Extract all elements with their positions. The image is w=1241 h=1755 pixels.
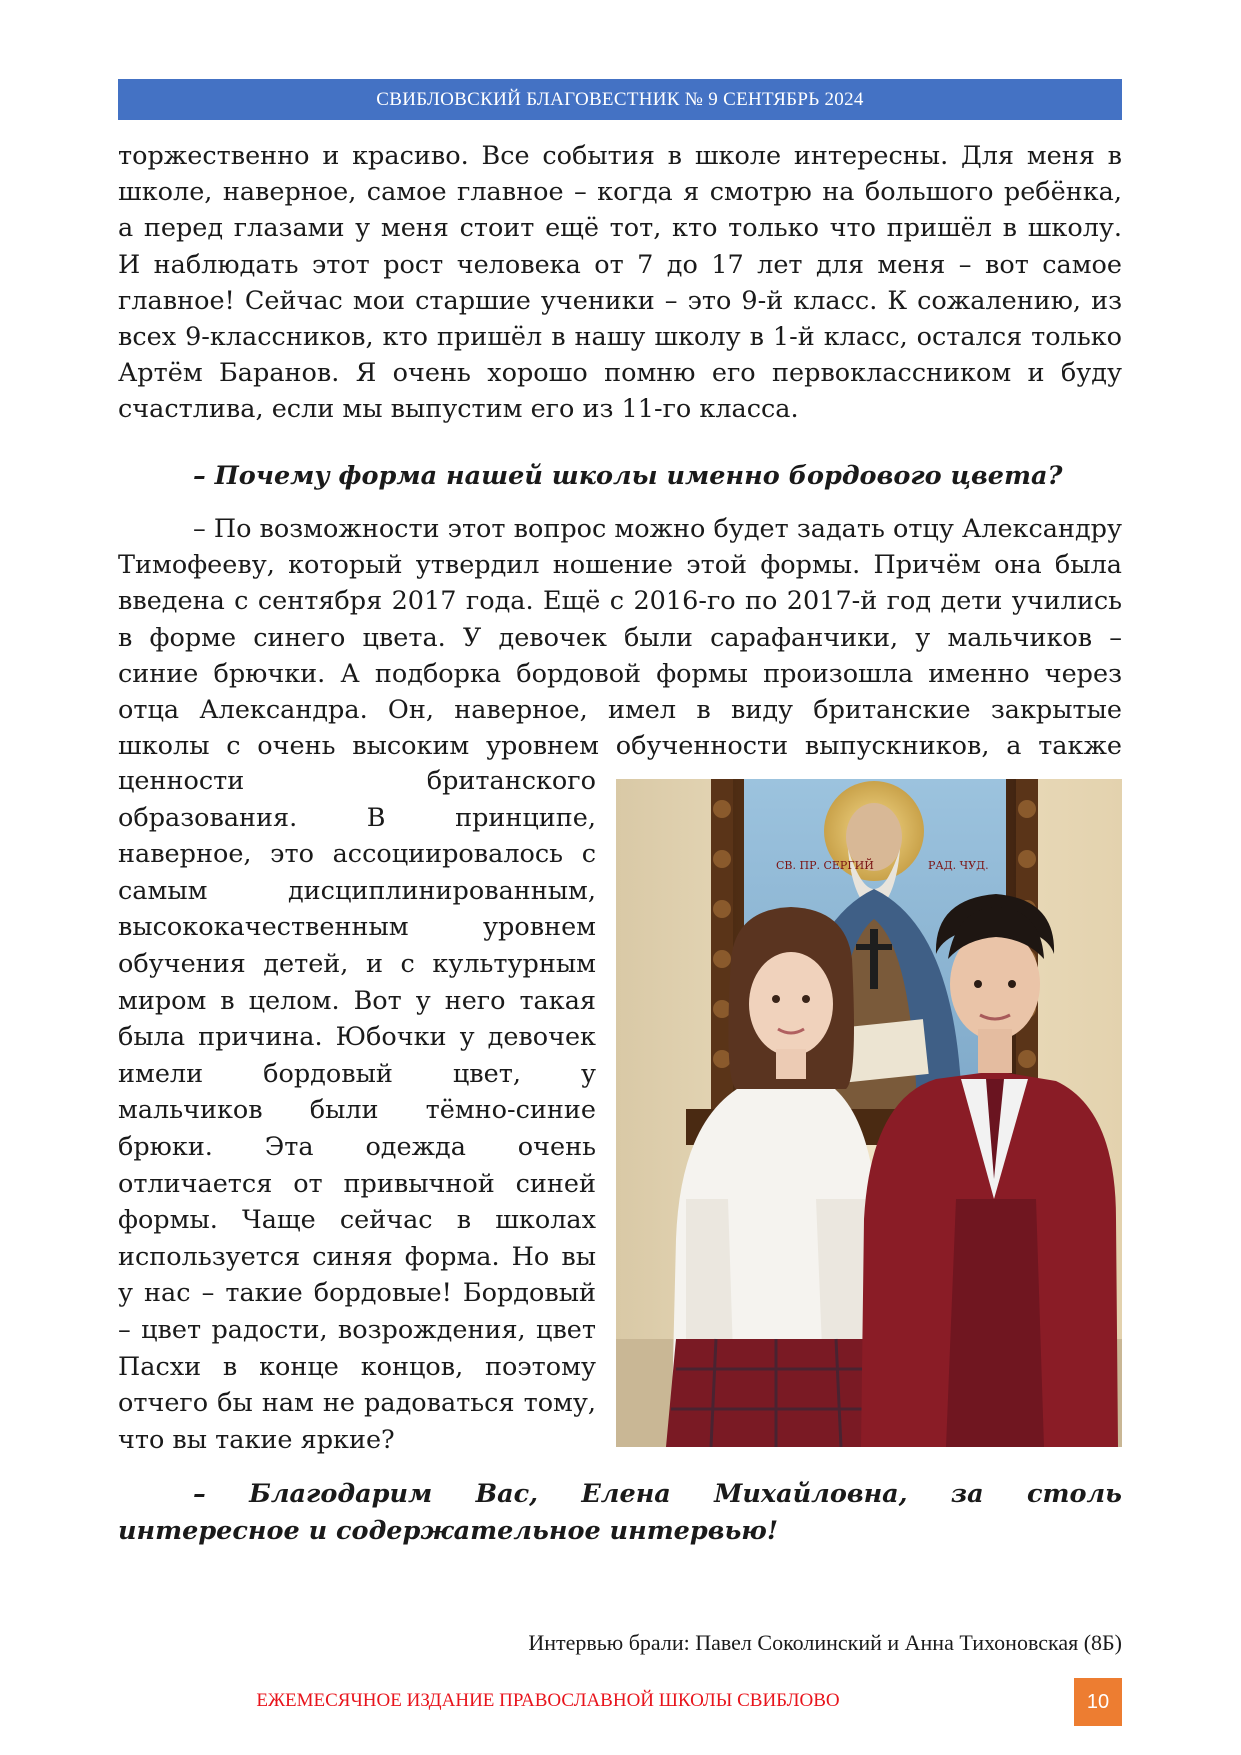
thanks-line: – Благодарим Вас, Елена Михайловна, за столь: [193, 1479, 1122, 1509]
text-line: ценности британского: [118, 766, 596, 796]
text-line: школы с очень высоким уровнем обученности выпускников, а также: [118, 731, 1122, 762]
text-line: отличается от привычной синей: [118, 1168, 596, 1199]
text-line: миром в целом. Вот у него такая: [118, 985, 596, 1016]
text-line: а перед глазами у меня стоит ещё тот, кто только что пришёл в школу.: [118, 213, 1122, 244]
text-line: что вы такие яркие?: [118, 1424, 395, 1455]
text-line: всех 9-классников, кто пришёл в нашу школу в 1-й класс, остался только: [118, 322, 1122, 353]
text-line: используется синяя форма. Но вы: [118, 1241, 596, 1272]
header-title: СВИБЛОВСКИЙ БЛАГОВЕСТНИК № 9 СЕНТЯБРЬ 2024: [376, 88, 864, 110]
text-line: Артём Баранов. Я очень хорошо помню его первоклассником и буду: [118, 358, 1122, 389]
text-line: введена с сентября 2017 года. Ещё с 2016-го по 2017-й год дети учились: [118, 586, 1122, 617]
text-line: – По возможности этот вопрос можно будет задать отцу Александру: [193, 514, 1122, 544]
text-line: мальчиков были тёмно-синие: [118, 1095, 596, 1126]
text-line: обучения детей, и с культурным: [118, 948, 596, 979]
text-line: имели бордовый цвет, у: [118, 1058, 596, 1089]
students-photo-illustration: [616, 779, 1122, 1447]
page-number-badge: [1074, 1678, 1122, 1726]
text-line: – цвет радости, возрождения, цвет: [118, 1314, 596, 1345]
header-bar: [118, 79, 1122, 120]
closing-thanks: [118, 1476, 1122, 1550]
text-line: Тимофееву, который утвердил ношение этой формы. Причём она была: [118, 550, 1122, 581]
text-line: образования. В принципе,: [118, 802, 596, 833]
interview-credit: Интервью брали: Павел Соколинский и Анна Тихоновская (8Б): [528, 1630, 1122, 1655]
text-line: синие брючки. А подборка бордовой формы произошла именно через: [118, 658, 1122, 689]
text-line: была причина. Юбочки у девочек: [118, 1022, 596, 1053]
icon-caption-right: РАД. ЧУД.: [928, 859, 989, 872]
page-number: 10: [1086, 1690, 1110, 1713]
text-line: счастлива, если мы выпустим его из 11-го класса.: [118, 394, 799, 425]
text-line: формы. Чаще сейчас в школах: [118, 1205, 596, 1236]
text-line: отца Александра. Он, наверное, имел в виду британские закрытые: [118, 695, 1122, 726]
text-line: И наблюдать этот рост человека от 7 до 17 лет для меня – вот самое: [118, 249, 1122, 280]
text-line: торжественно и красиво. Все события в школе интересны. Для меня в: [118, 141, 1122, 171]
text-line: Пасхи в конце концов, поэтому: [118, 1351, 596, 1382]
text-line: у нас – такие бордовые! Бордовый: [118, 1278, 596, 1309]
interview-question: – Почему форма нашей школы именно бордового цвета?: [193, 461, 1063, 491]
paragraph-2: [118, 511, 1122, 764]
text-line: самым дисциплинированным,: [118, 875, 596, 906]
text-line: отчего бы нам не радоваться тому,: [118, 1388, 596, 1419]
text-line: наверное, это ассоциировалось с: [118, 839, 596, 870]
text-line: главное! Сейчас мои старшие ученики – это 9-й класс. К сожалению, из: [118, 285, 1122, 316]
paragraph-1: [118, 138, 1122, 428]
footer-publication: ЕЖЕМЕСЯЧНОЕ ИЗДАНИЕ ПРАВОСЛАВНОЙ ШКОЛЫ СВИБЛОВО: [256, 1690, 840, 1711]
thanks-line: интересное и содержательное интервью!: [118, 1516, 779, 1546]
paragraph-2-narrow: [118, 763, 596, 1458]
text-line: высококачественным уровнем: [118, 912, 596, 943]
icon-caption-left: СВ. ПР. СЕРГИЙ: [776, 859, 874, 872]
students-photo: [616, 779, 1122, 1447]
text-line: брюки. Эта одежда очень: [118, 1131, 596, 1162]
text-line: школе, наверное, самое главное – когда я смотрю на большого ребёнка,: [118, 177, 1122, 208]
text-line: в форме синего цвета. У девочек были сарафанчики, у мальчиков –: [118, 622, 1122, 653]
